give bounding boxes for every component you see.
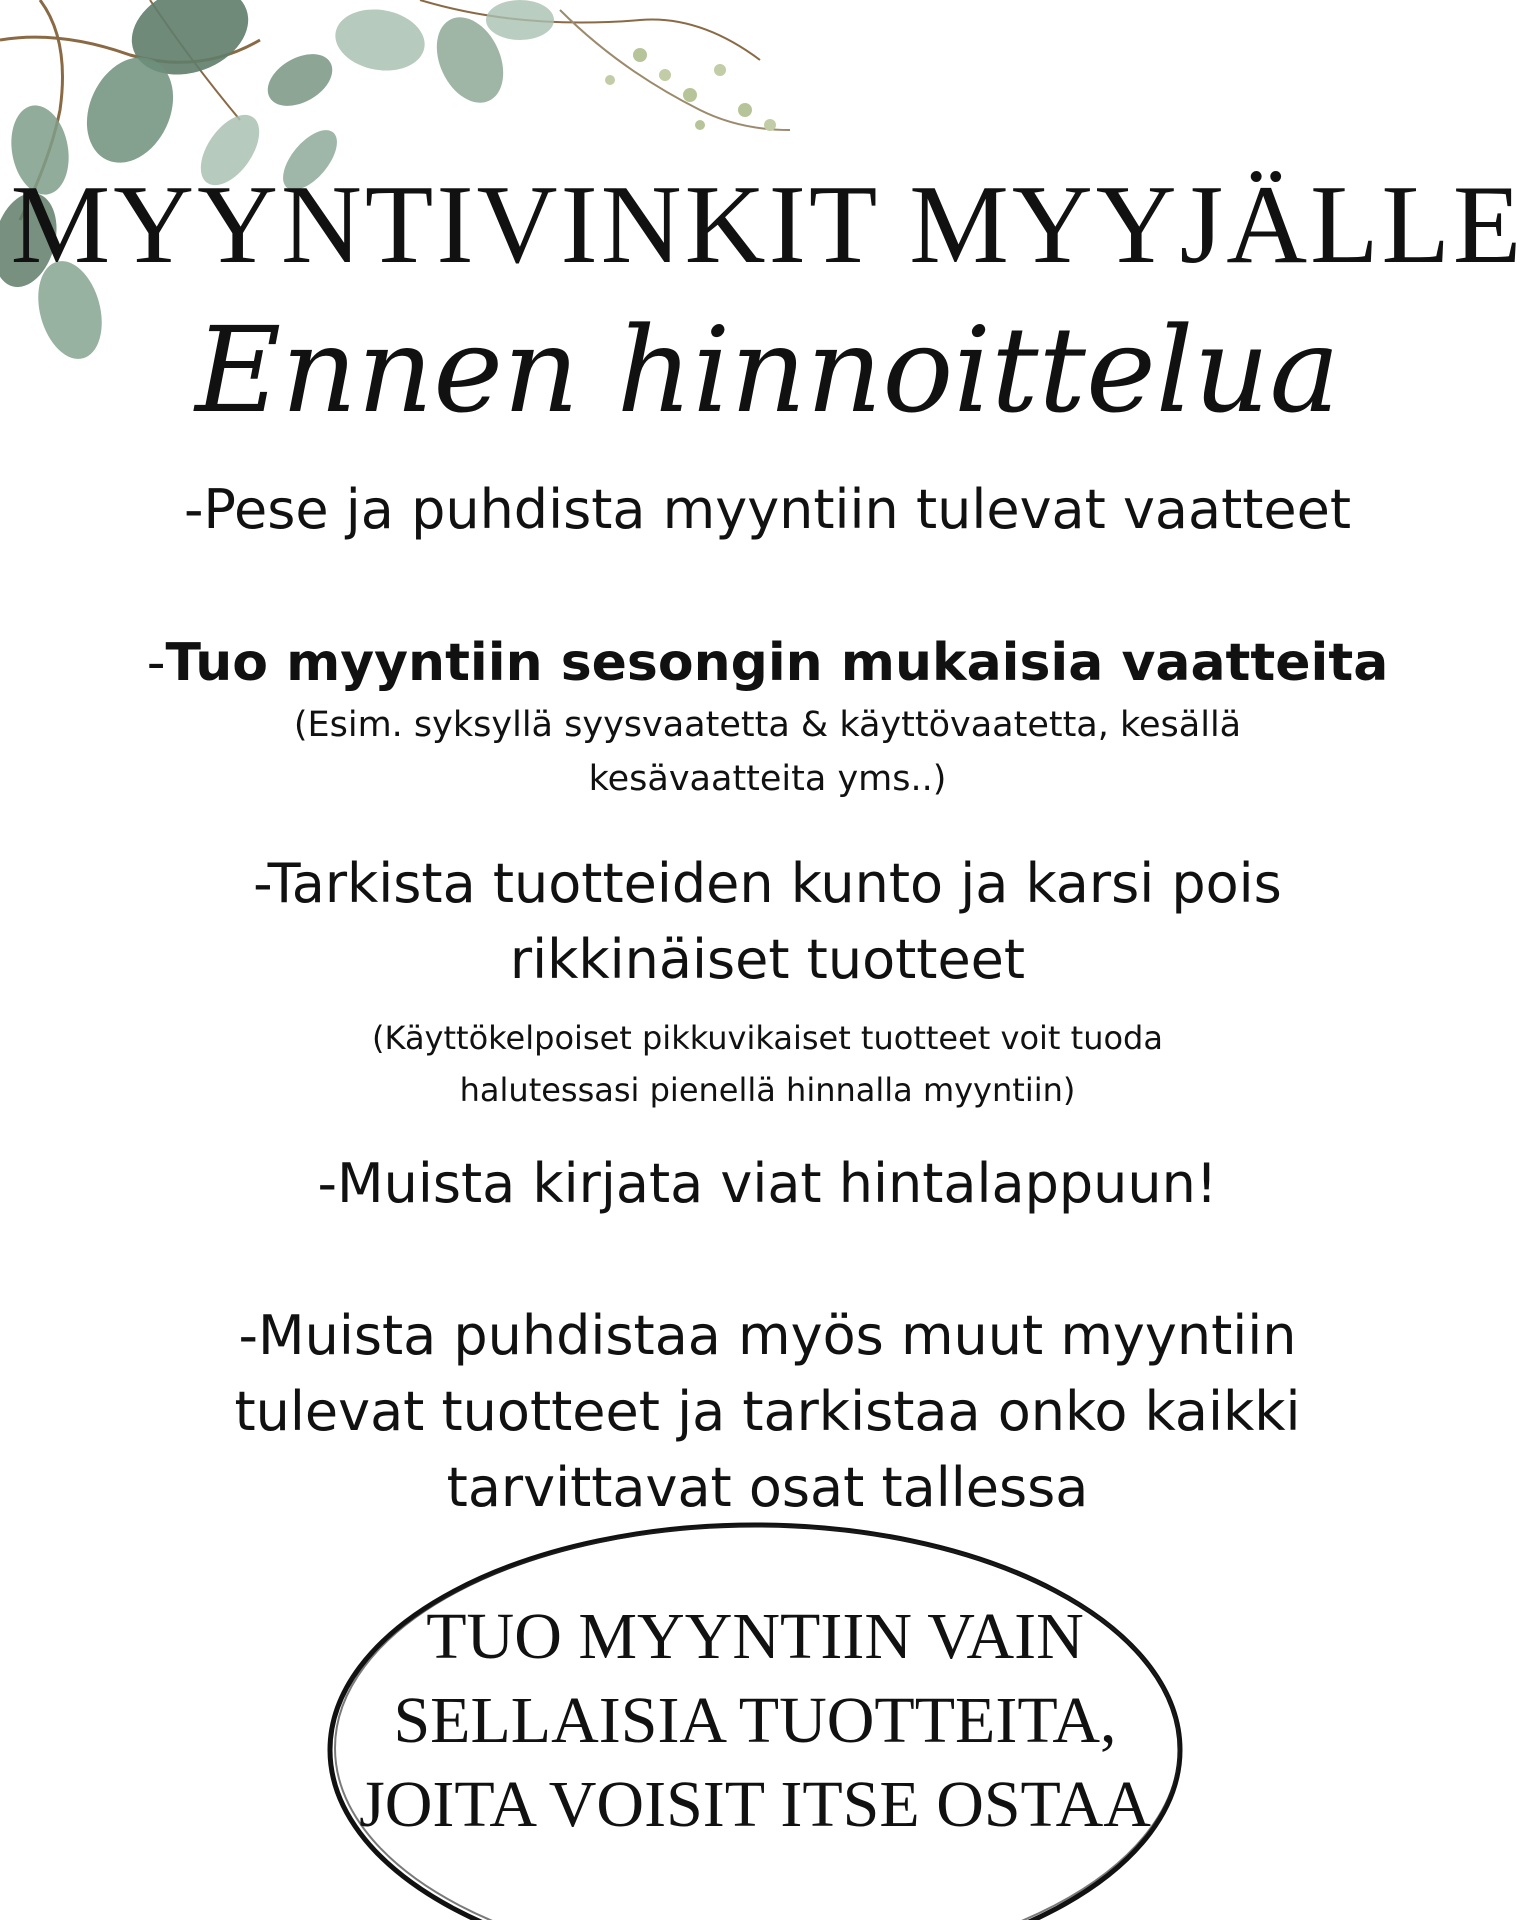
tip-condition-line: -Tarkista tuotteiden kunto ja karsi pois bbox=[253, 852, 1282, 915]
callout-text bbox=[315, 1595, 1195, 1847]
tip-defects: -Muista kirjata viat hintalappuun! bbox=[317, 1152, 1218, 1215]
callout-line: TUO MYYNTIIN VAIN bbox=[426, 1600, 1084, 1673]
tip-wash: -Pese ja puhdista myyntiin tulevat vaatteet bbox=[183, 478, 1352, 541]
tip-season-note-line: (Esim. syksyllä syysvaatetta & käyttövaatetta, kesällä bbox=[293, 705, 1242, 745]
tip-other-products bbox=[0, 1298, 1535, 1526]
tip-season-text: Tuo myyntiin sesongin mukaisia vaatteita bbox=[165, 633, 1389, 693]
tip-other-line: -Muista puhdistaa myös muut myyntiin bbox=[238, 1304, 1297, 1367]
tip-condition bbox=[0, 846, 1535, 998]
tip-season-note-line: kesävaatteita yms..) bbox=[588, 759, 947, 799]
callout-line: SELLAISIA TUOTTEITA, bbox=[393, 1684, 1117, 1757]
page-subtitle: Ennen hinnoittelua bbox=[195, 301, 1340, 439]
tip-condition-line: rikkinäiset tuotteet bbox=[509, 928, 1026, 991]
tip-season bbox=[0, 628, 1535, 698]
tip-other-line: tulevat tuotteet ja tarkistaa onko kaikki bbox=[234, 1380, 1301, 1443]
tip-condition-note-line: halutessasi pienellä hinnalla myyntiin) bbox=[459, 1071, 1076, 1109]
tip-condition-note bbox=[0, 1012, 1535, 1116]
tip-season-dash: - bbox=[146, 633, 166, 693]
tip-condition-note-line: (Käyttökelpoiset pikkuvikaiset tuotteet voit tuoda bbox=[372, 1019, 1163, 1057]
callout-line: JOITA VOISIT ITSE OSTAA bbox=[359, 1768, 1151, 1841]
tip-season-note bbox=[0, 698, 1535, 806]
page-title: MYYNTIVINKIT MYYJÄLLE bbox=[10, 163, 1525, 287]
tip-other-line: tarvittavat osat tallessa bbox=[446, 1456, 1089, 1519]
